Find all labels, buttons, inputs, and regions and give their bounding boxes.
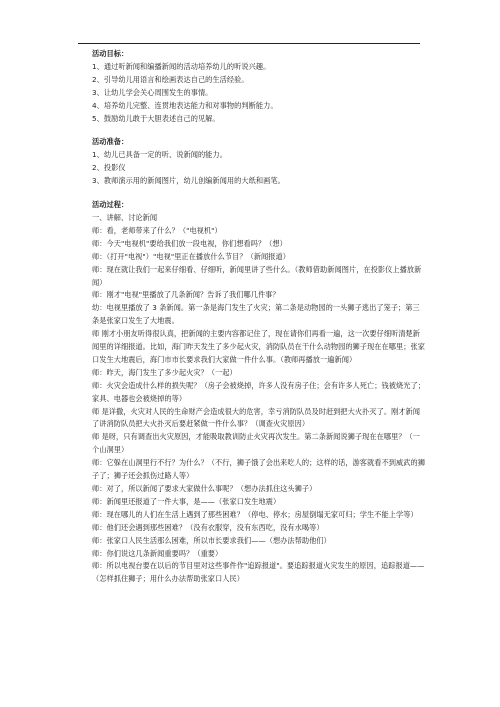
process-section-title: 一、讲解、讨论新闻 bbox=[92, 212, 158, 222]
dialogue-line: 师：所以电视台要在以后的节目里对这些事件作"追踪报道"。要追踪报道火灾发生的原因，追踪报道——（怎样抓住狮子；用什么办法帮助张家口人民） bbox=[92, 561, 425, 584]
preparation-item: 1、幼儿已具备一定的听、说新闻的能力。 bbox=[92, 150, 227, 160]
dialogue-line: 师：它躲在山洞里行不行？为什么？（不行，狮子饿了会出来吃人的；这样的话，游客就看不到威武的狮子了；狮子还会抓伤过路人等） bbox=[92, 458, 425, 481]
dialogue-line: 师：他们还会遇到那些困难？（没有衣服穿，没有东西吃，没有水喝等） bbox=[92, 522, 324, 532]
header-rule bbox=[78, 43, 420, 44]
dialogue-line: 师：新闻里还报道了一件大事，是——（张家口发生地震） bbox=[92, 496, 281, 506]
preparation-heading: 活动准备： bbox=[92, 137, 129, 147]
preparation-item: 2、投影仪 bbox=[92, 163, 126, 173]
dialogue-line: 师：火灾会造成什么样的损失呢？（房子会被烧掉，许多人没有房子住；会有许多人死亡；钱被烧光了；家具、电器也会被烧掉的等） bbox=[92, 380, 425, 403]
dialogue-line: 师：（打开"电视"）"电视"里正在播放什么节目？（新闻报道） bbox=[92, 251, 291, 261]
objective-item: 1、通过听新闻和编播新闻的活动培养幼儿的听说兴趣。 bbox=[92, 61, 271, 71]
dialogue-line: 师：昨天，海门发生了多少起火灾？（一起） bbox=[92, 367, 237, 377]
lesson-plan-body bbox=[80, 48, 425, 586]
dialogue-line: 师 是详撒，火灾对人民的生命财产会造成很大的危害，幸亏消防队员及时赶到把大火扑灭了。刚才新闻了讲消防队员把大火扑灭后要赶紧做一件什么事？（调查火灾原因） bbox=[92, 406, 421, 429]
dialogue-line: 师：你们说这几条新闻重要吗？（重要） bbox=[92, 548, 223, 558]
dialogue-line: 师：现在哪儿的人们在生活上遇到了那些困难？（停电、停水；房屋倒塌无家可归；学生不能上学等） bbox=[92, 509, 418, 519]
objectives-heading: 活动目标： bbox=[92, 49, 129, 58]
dialogue-line: 师 是呀，只有调查出火灾原因，才能吸取教训防止火灾再次发生。第二条新闻说狮子现在在哪里？（一个山洞里） bbox=[92, 432, 421, 455]
dialogue-line: 师：张家口人民生活那么困难，所以市长要求我们——（想办法帮助他们） bbox=[92, 535, 331, 545]
objective-item: 4、培养幼儿完整、连贯地表达能力和对事物的判断能力。 bbox=[92, 100, 278, 110]
dialogue-line: 师：看，老师带来了什么？（"电视机"） bbox=[92, 225, 222, 235]
objective-item: 3、让幼儿学会关心周围发生的事情。 bbox=[92, 87, 213, 97]
objective-item: 2、引导幼儿用语言和绘画表达自己的生活经验。 bbox=[92, 74, 249, 84]
dialogue-line: 幼：电视里播放了 3 条新闻。第一条是海门发生了火灾；第二条是动物园的一头狮子逃出了笼子；第三条是张家口发生了大地震。 bbox=[92, 303, 420, 326]
dialogue-line: 师 刚才小朋友听得很认真，把新闻的主要内容都记住了，现在请你们再看一遍，这一次要仔细听清楚新闻里的详细报道。比如，海门昨天发生了多少起火灾，消防队员在干什么动物园的狮子现在在哪里；张家口发生大地震后，海门市市长要求我们大家做一件什么事。（教师再播放一遍新闻） bbox=[92, 329, 425, 364]
objective-item: 5、鼓励幼儿敢于大胆表述自己的见解。 bbox=[92, 113, 220, 123]
dialogue-line: 师：现在就让我们一起来仔细看、仔细听，新闻里讲了些什么。（教师借助新闻图片，在投影仪上播放新闻） bbox=[92, 264, 422, 287]
dialogue-line: 师：今天"电视机"要给我们放一段电视，你们想看吗？（想） bbox=[92, 238, 287, 248]
dialogue-block bbox=[80, 225, 425, 586]
dialogue-line: 师：对了，所以新闻了要求大家做什么事呢？（想办法抓住这头狮子） bbox=[92, 484, 317, 493]
dialogue-line: 师：刚才"电视"里播放了几条新闻？告诉了我们哪几件事？ bbox=[92, 290, 280, 300]
process-heading: 活动过程： bbox=[92, 200, 129, 210]
preparation-item: 3、教师演示用的新闻图片，幼儿创编新闻用的大纸和画笔。 bbox=[92, 176, 285, 186]
